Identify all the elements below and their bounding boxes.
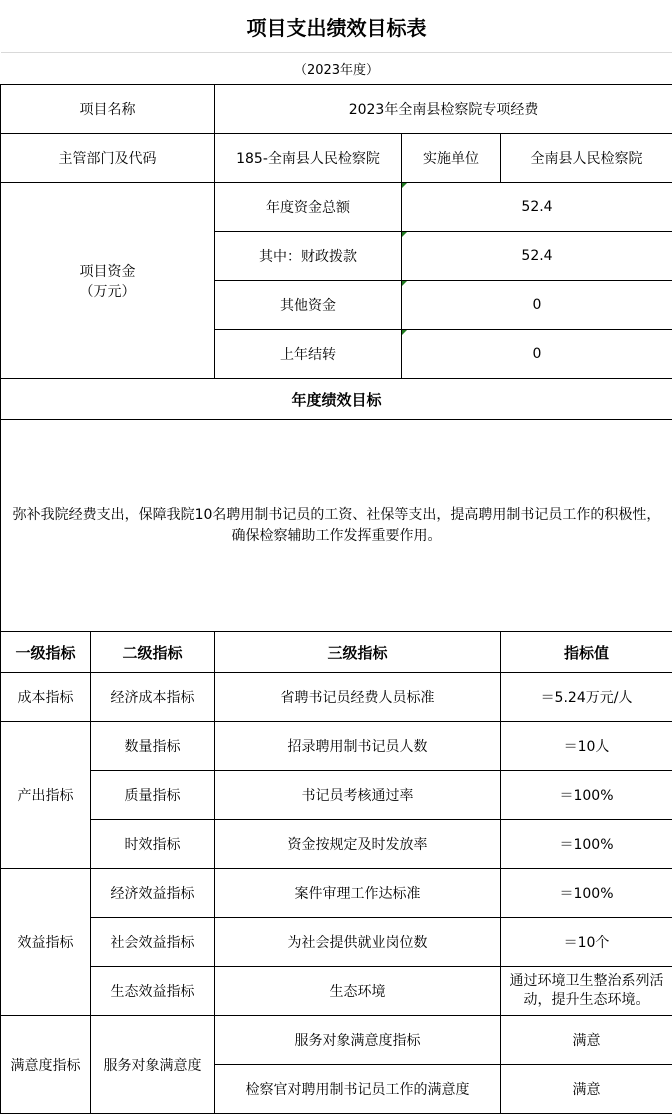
level3-indicator: 生态环境 xyxy=(215,967,501,1016)
level3-indicator: 书记员考核通过率 xyxy=(215,771,501,820)
cell-marker-icon xyxy=(402,330,407,335)
level3-indicator: 检察官对聘用制书记员工作的满意度 xyxy=(215,1065,501,1114)
indicator-value: ＝5.24万元/人 xyxy=(501,673,672,722)
level1-indicator: 产出指标 xyxy=(1,722,91,869)
level1-indicator: 成本指标 xyxy=(1,673,91,722)
level2-indicator: 数量指标 xyxy=(91,722,215,771)
project-funds-label-line1: 项目资金 xyxy=(3,261,212,281)
project-name-label: 项目名称 xyxy=(1,85,215,134)
indicator-value: ＝100% xyxy=(501,771,672,820)
level2-indicator: 质量指标 xyxy=(91,771,215,820)
project-funds-label xyxy=(1,183,215,379)
indicator-value: ＝100% xyxy=(501,820,672,869)
level3-indicator: 资金按规定及时发放率 xyxy=(215,820,501,869)
indicator-value: ＝10人 xyxy=(501,722,672,771)
fund-row-value: 0 xyxy=(402,281,672,330)
header-level3: 三级指标 xyxy=(215,632,501,673)
level3-indicator: 案件审理工作达标准 xyxy=(215,869,501,918)
fund-row-label: 年度资金总额 xyxy=(215,183,402,232)
indicator-value: 通过环境卫生整治系列活动，提升生态环境。 xyxy=(501,967,672,1016)
indicator-value: ＝100% xyxy=(501,869,672,918)
level2-indicator: 时效指标 xyxy=(91,820,215,869)
level3-indicator: 省聘书记员经费人员标准 xyxy=(215,673,501,722)
header-level2: 二级指标 xyxy=(91,632,215,673)
fund-row-label: 其他资金 xyxy=(215,281,402,330)
level3-indicator: 服务对象满意度指标 xyxy=(215,1016,501,1065)
department-label: 主管部门及代码 xyxy=(1,134,215,183)
indicator-value: 满意 xyxy=(501,1065,672,1114)
fund-row-value: 52.4 xyxy=(402,232,672,281)
indicator-value: 满意 xyxy=(501,1016,672,1065)
page-title: 项目支出绩效目标表 xyxy=(1,0,672,53)
level3-indicator: 招录聘用制书记员人数 xyxy=(215,722,501,771)
project-name-value: 2023年全南县检察院专项经费 xyxy=(215,85,672,134)
level2-indicator: 社会效益指标 xyxy=(91,918,215,967)
fund-row-value: 0 xyxy=(402,330,672,379)
level2-indicator: 服务对象满意度 xyxy=(91,1016,215,1114)
cell-marker-icon xyxy=(402,281,407,286)
level2-indicator: 经济效益指标 xyxy=(91,869,215,918)
level3-indicator: 为社会提供就业岗位数 xyxy=(215,918,501,967)
cell-marker-icon xyxy=(402,183,407,188)
department-value: 185-全南县人民检察院 xyxy=(215,134,402,183)
indicator-value: ＝10个 xyxy=(501,918,672,967)
project-funds-label-line2: （万元） xyxy=(3,281,212,301)
level2-indicator: 生态效益指标 xyxy=(91,967,215,1016)
fund-row-value: 52.4 xyxy=(402,183,672,232)
fund-row-label: 上年结转 xyxy=(215,330,402,379)
level2-indicator: 经济成本指标 xyxy=(91,673,215,722)
annual-goal-header: 年度绩效目标 xyxy=(1,379,672,420)
implementing-unit-label: 实施单位 xyxy=(402,134,501,183)
header-value: 指标值 xyxy=(501,632,672,673)
annual-goal-text: 弥补我院经费支出，保障我院10名聘用制书记员的工资、社保等支出，提高聘用制书记员工作的积极性，确保检察辅助工作发挥重要作用。 xyxy=(1,420,672,632)
level1-indicator: 效益指标 xyxy=(1,869,91,1016)
cell-marker-icon xyxy=(402,232,407,237)
fund-row-label: 其中：财政拨款 xyxy=(215,232,402,281)
fiscal-year: （2023年度） xyxy=(1,53,672,85)
implementing-unit-value: 全南县人民检察院 xyxy=(501,134,672,183)
header-level1: 一级指标 xyxy=(1,632,91,673)
level1-indicator: 满意度指标 xyxy=(1,1016,91,1114)
